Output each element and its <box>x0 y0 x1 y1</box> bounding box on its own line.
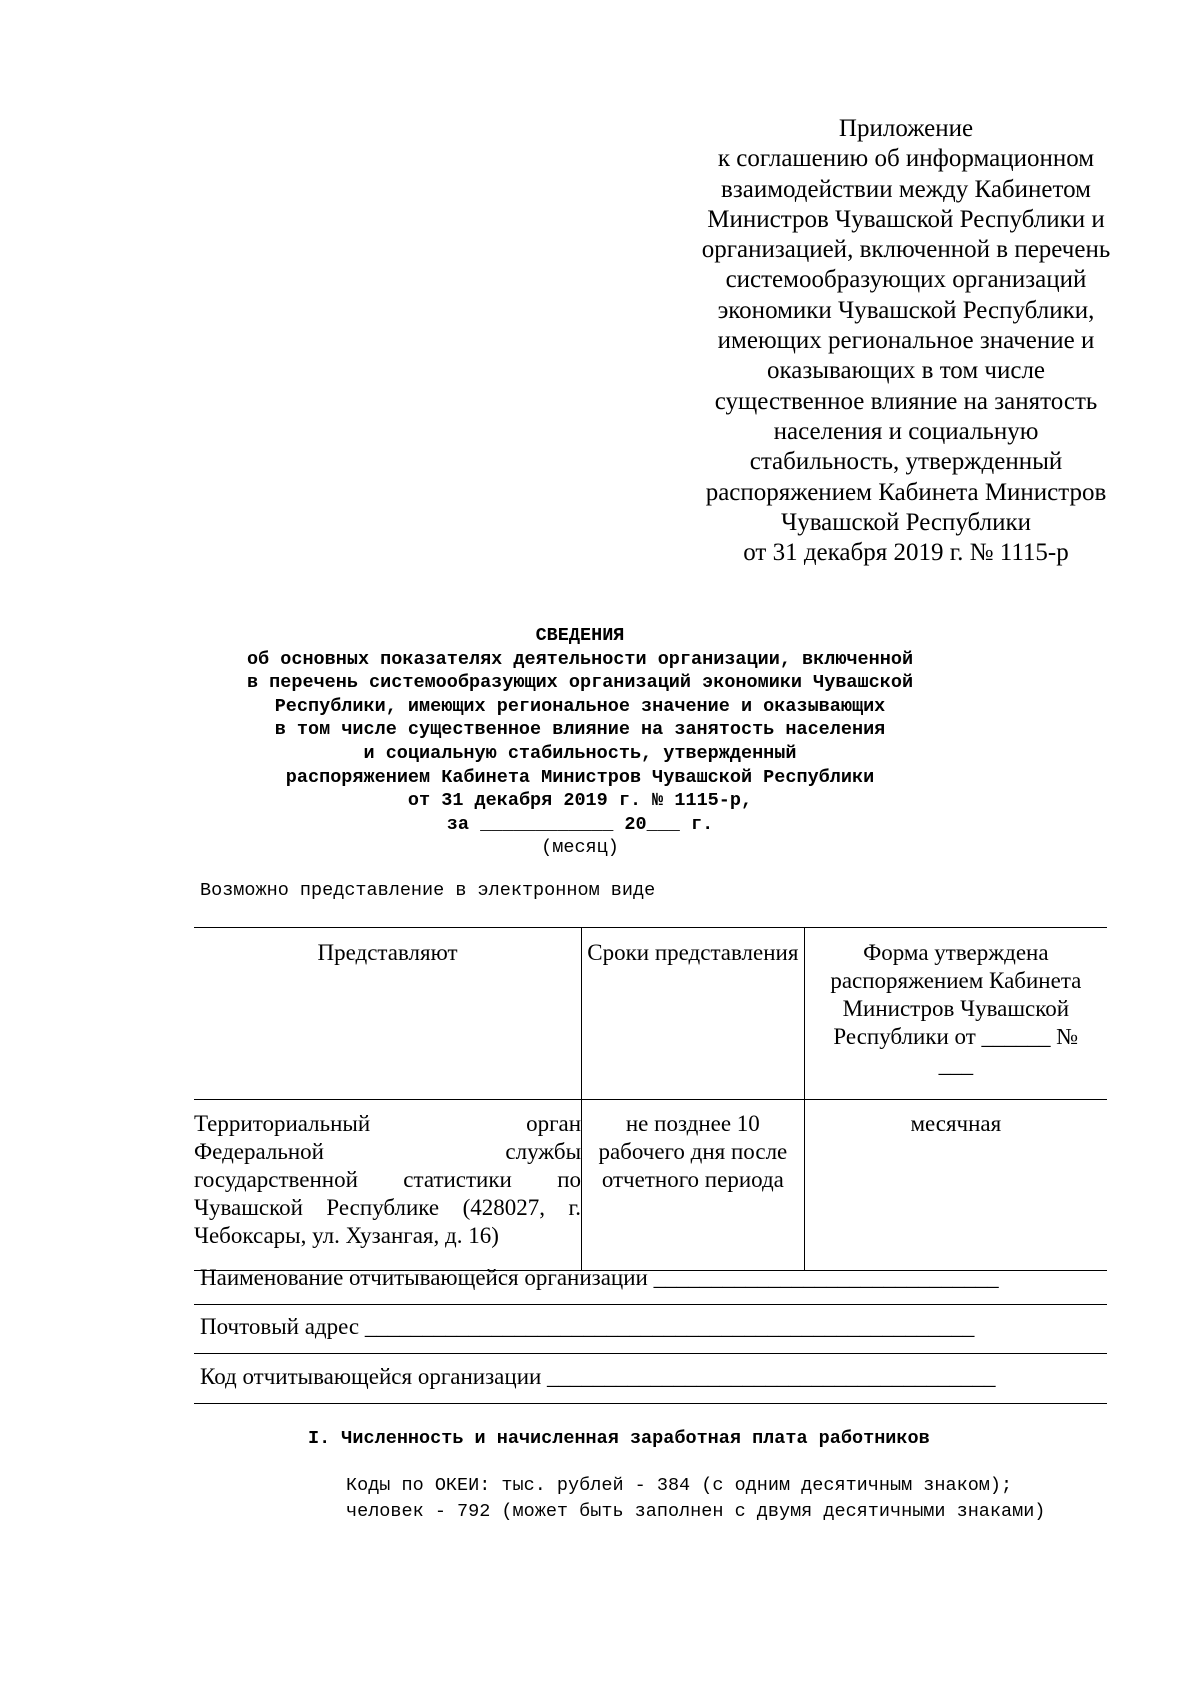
cell-deadline <box>582 1100 805 1271</box>
deadline-line: отчетного периода <box>601 1167 784 1192</box>
appendix-line: Чувашской Республики <box>780 508 1032 536</box>
table-header-row <box>194 928 1107 1100</box>
submission-table <box>194 927 1107 1271</box>
postal-address-field <box>194 1304 1107 1354</box>
appendix-line: населения и социальную <box>773 417 1039 445</box>
title-line: распоряжением Кабинета Министров Чувашской Республики <box>285 766 875 788</box>
submitter-line: Чувашской Республике (428027, г. <box>194 1195 582 1220</box>
appendix-line: оказывающих в том числе <box>766 357 1046 385</box>
period-caption: (месяц) <box>541 837 619 859</box>
org-name-field <box>194 1255 1107 1305</box>
title-line: от 31 декабря 2019 г. № 1115-р, <box>407 790 753 812</box>
form-approval-line: Министров Чувашской <box>842 996 1070 1021</box>
okei-line: человек - 792 (может быть заполнен с двумя десятичными знаками) <box>346 1501 1046 1522</box>
submitter-line: государственной статистики по <box>194 1167 582 1192</box>
appendix-line: к соглашению об информационном <box>717 145 1095 173</box>
title-heading: СВЕДЕНИЯ <box>535 625 625 646</box>
deadline-line: рабочего дня после <box>598 1139 788 1164</box>
electronic-submission-note: Возможно представление в электронном виде <box>200 880 656 901</box>
header-submitters: Представляют <box>194 928 582 1100</box>
title-line: и социальную стабильность, утвержденный <box>363 742 797 764</box>
title-line: в том числе существенное влияние на занятость населения <box>274 719 886 741</box>
title-line: об основных показателях деятельности организации, включенной <box>246 648 914 670</box>
title-line: в перечень системообразующих организаций экономики Чувашской <box>246 672 914 694</box>
appendix-block <box>660 114 1152 568</box>
org-code-field <box>194 1353 1107 1404</box>
reporting-period-line: за ____________ 20___ г. <box>446 813 714 835</box>
appendix-line: экономики Чувашской Республики, <box>717 296 1095 324</box>
appendix-line: от 31 декабря 2019 г. № 1115-р <box>743 539 1069 567</box>
appendix-line: взаимодействии между Кабинетом <box>721 175 1091 203</box>
appendix-line: организацией, включенной в перечень <box>701 236 1111 264</box>
form-approval-line: Форма утверждена <box>863 940 1049 965</box>
appendix-line: стабильность, утвержденный <box>749 448 1063 476</box>
org-name-label: Наименование отчитывающейся организации ______________________________ <box>200 1265 999 1290</box>
submitter-line: Чебоксары, ул. Хузангая, д. 16) <box>194 1223 499 1248</box>
org-code-label: Код отчитывающейся организации _______________________________________ <box>200 1364 996 1389</box>
table-row <box>194 1100 1107 1271</box>
document-title <box>180 624 980 860</box>
appendix-line: существенное влияние на занятость <box>714 387 1098 415</box>
form-approval-line: распоряжением Кабинета <box>830 968 1082 993</box>
submitter-line: Территориальный орган <box>194 1111 582 1136</box>
okei-codes <box>346 1473 1045 1525</box>
submitter-line: Федеральной службы <box>194 1139 582 1164</box>
appendix-line: распоряжением Кабинета Министров <box>705 478 1107 506</box>
form-approval-line: ___ <box>938 1052 974 1077</box>
title-line: Республики, имеющих региональное значение и оказывающих <box>274 695 886 717</box>
cell-periodicity: месячная <box>804 1100 1107 1271</box>
header-form-approval <box>804 928 1107 1100</box>
appendix-line: Приложение <box>838 115 974 142</box>
form-approval-line: Республики от ______ № <box>833 1024 1079 1049</box>
cell-submitter <box>194 1100 582 1271</box>
okei-line: Коды по ОКЕИ: тыс. рублей - 384 (с одним десятичным знаком); <box>346 1475 1013 1496</box>
header-deadline: Сроки представления <box>582 928 805 1100</box>
postal-address-label: Почтовый адрес _____________________________________________________ <box>200 1314 975 1339</box>
appendix-line: системообразующих организаций <box>725 266 1087 294</box>
appendix-line: Министров Чувашской Республики и <box>707 205 1105 233</box>
appendix-line: имеющих региональное значение и <box>717 327 1095 355</box>
deadline-line: не позднее 10 <box>625 1111 760 1136</box>
section-title: I. Численность и начисленная заработная плата работников <box>308 1428 930 1449</box>
